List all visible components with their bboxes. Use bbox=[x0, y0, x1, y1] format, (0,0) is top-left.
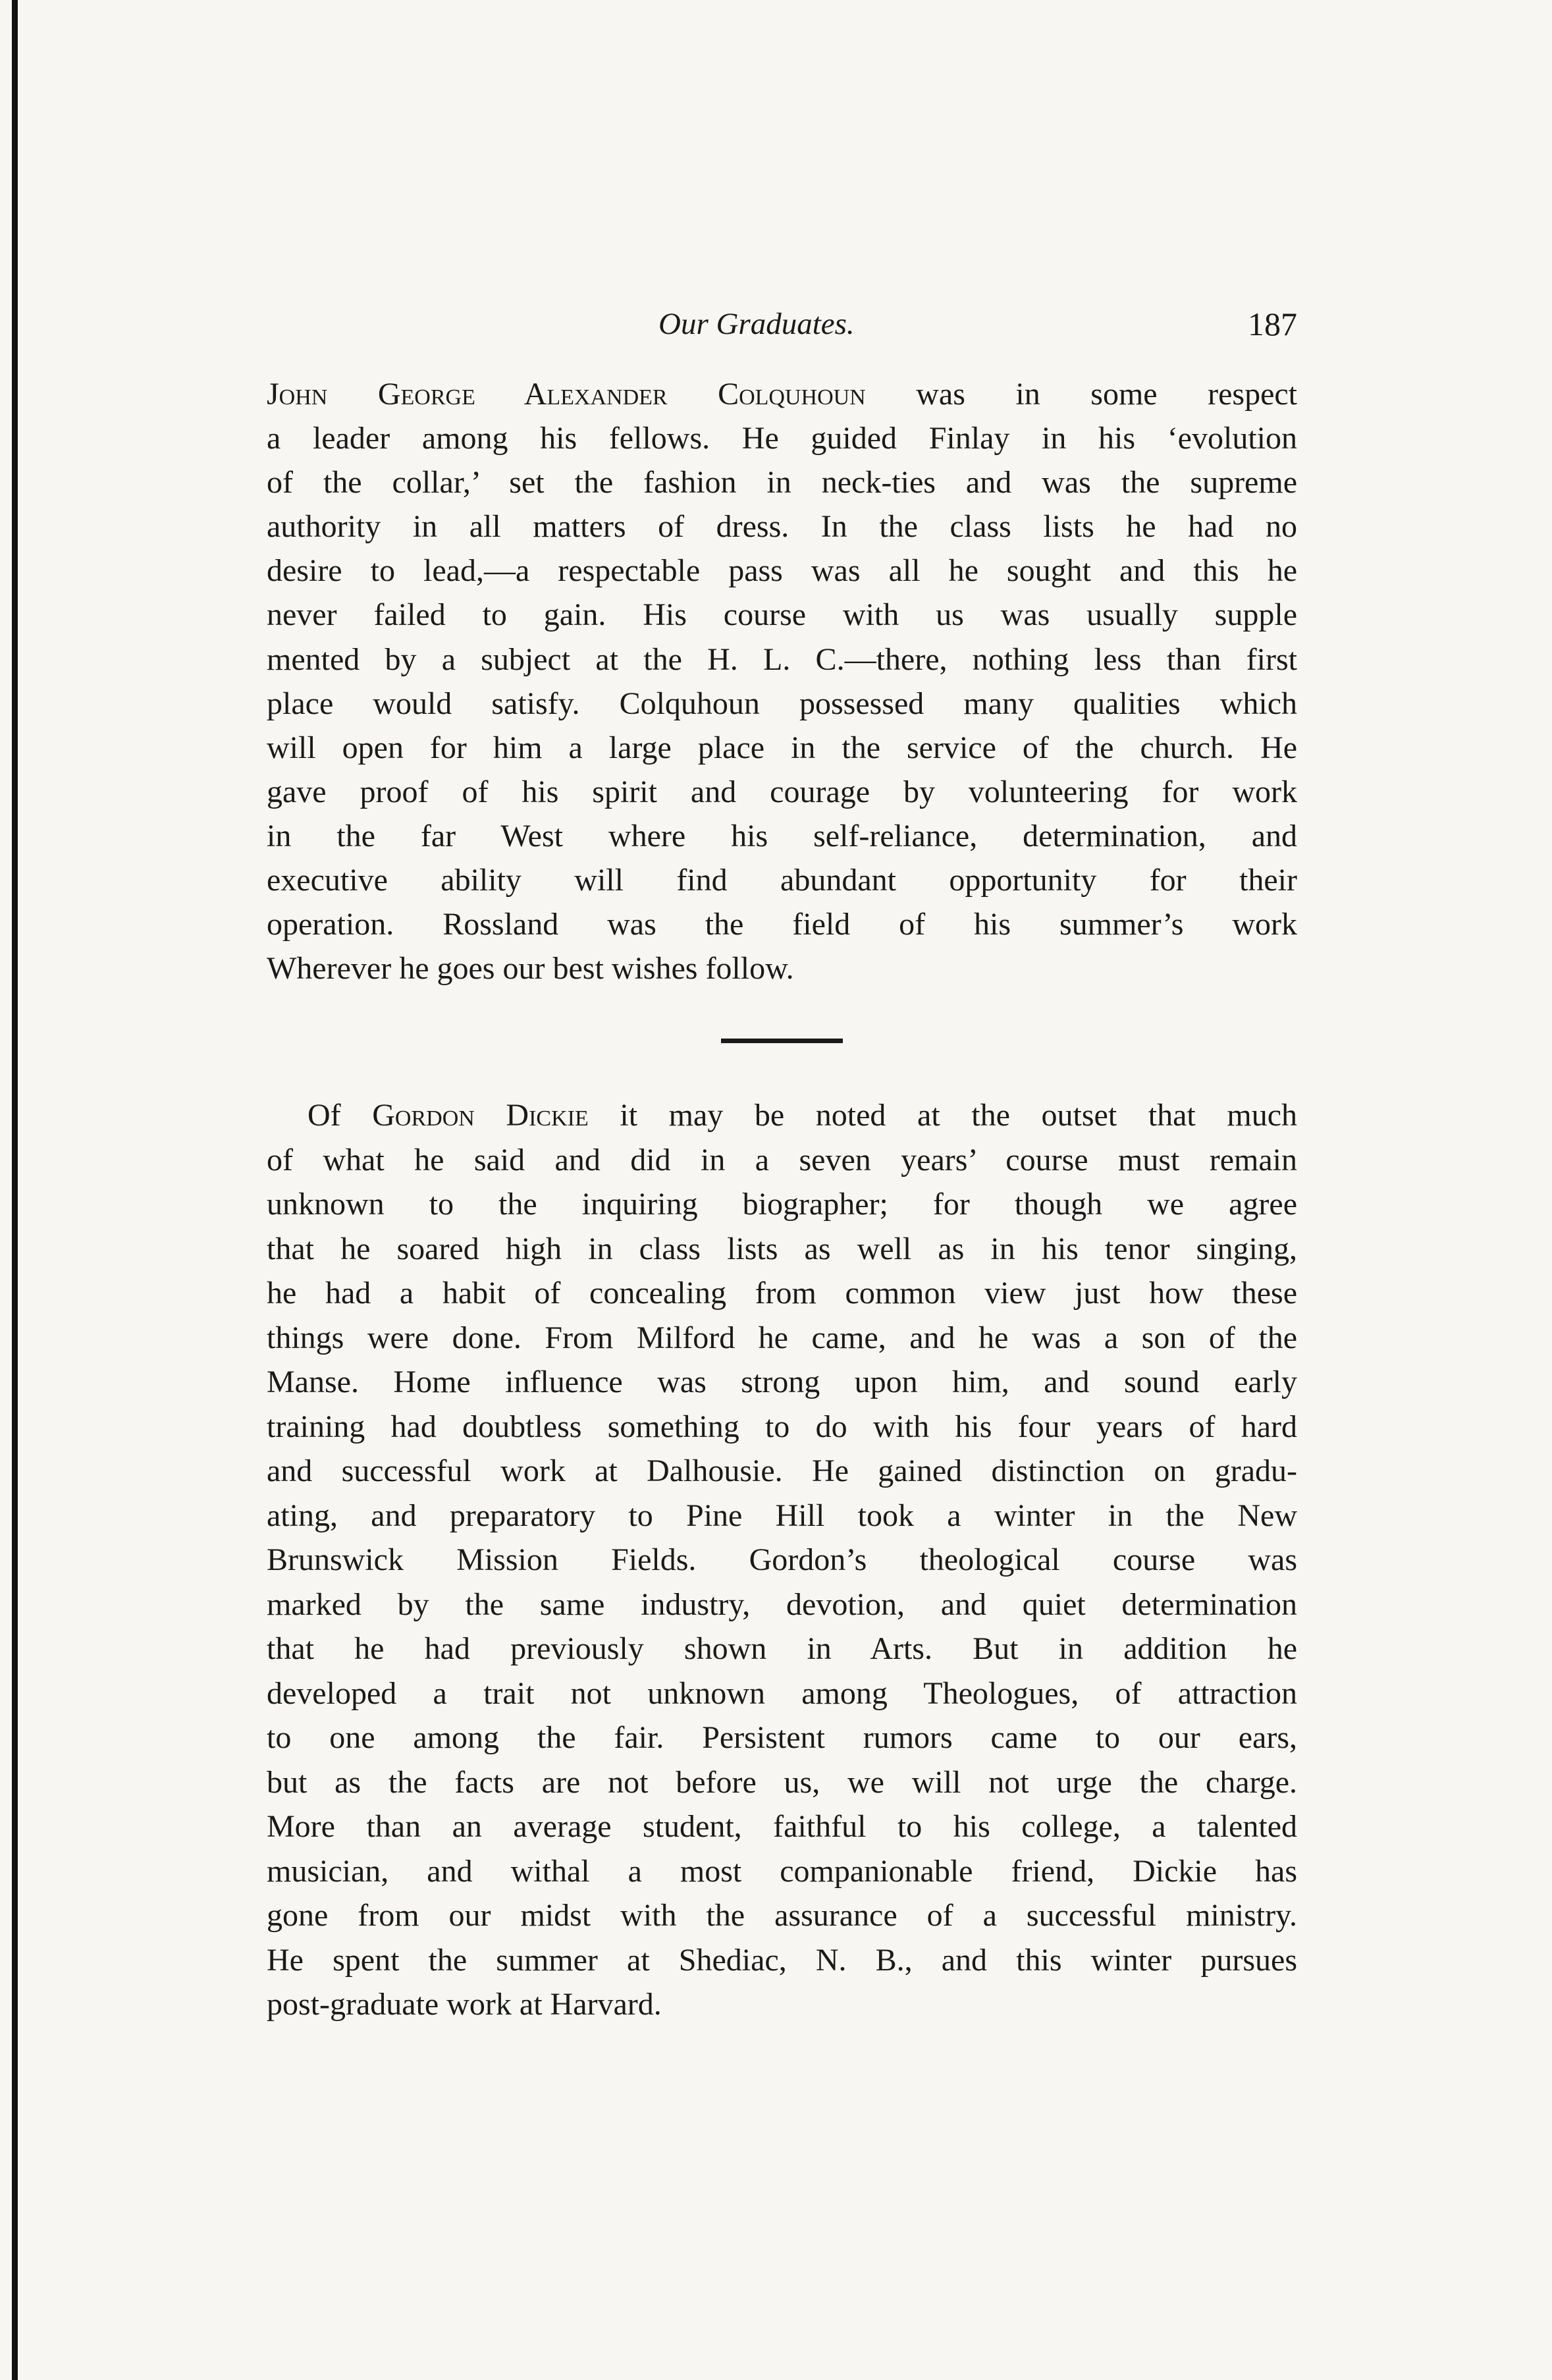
text-line: mented by a subject at the H. L. C.—there, nothing less than first bbox=[267, 641, 1297, 677]
subject-name: John George Alexander Colquhoun bbox=[267, 377, 866, 412]
text-line: place would satisfy. Colquhoun possessed many qualities which bbox=[267, 686, 1297, 721]
text-line: executive ability will find abundant opportunity for their bbox=[267, 863, 1297, 898]
line-text: was in some respect bbox=[865, 377, 1298, 412]
text-line: gone from our midst with the assurance of a successful ministry. bbox=[267, 1898, 1297, 1933]
text-line: training had doubtless something to do with his four years of hard bbox=[267, 1409, 1297, 1444]
text-line: authority in all matters of dress. In the class lists he had no bbox=[267, 509, 1297, 545]
text-line: gave proof of his spirit and courage by volunteering for work bbox=[267, 774, 1297, 809]
binding-edge bbox=[12, 0, 18, 2380]
text-line: unknown to the inquiring biographer; for though we agree bbox=[267, 1187, 1297, 1222]
text-line: Wherever he goes our best wishes follow. bbox=[267, 951, 794, 987]
text-line: musician, and withal a most companionable friend, Dickie has bbox=[267, 1853, 1297, 1889]
text-line: Manse. Home influence was strong upon him, and sound early bbox=[267, 1365, 1297, 1399]
text-line: ating, and preparatory to Pine Hill took a winter in the New bbox=[267, 1498, 1297, 1533]
text-line: will open for him a large place in the service of the church. He bbox=[267, 730, 1297, 765]
text-line: never failed to gain. His course with us was usually supple bbox=[267, 597, 1297, 633]
text-line: of the collar,’ set the fashion in neck-ties and was the supreme bbox=[267, 465, 1297, 500]
text-line: of what he said and did in a seven years’ course must remain bbox=[267, 1142, 1297, 1177]
text-line: that he had previously shown in Arts. But in addition he bbox=[267, 1631, 1297, 1666]
text-line: marked by the same industry, devotion, and quiet determination bbox=[267, 1586, 1297, 1622]
text-line: desire to lead,—a respectable pass was all he sought and this he bbox=[267, 553, 1297, 589]
text-line: in the far West where his self-reliance, determination, and bbox=[267, 818, 1297, 853]
text-line: things were done. From Milford he came, and he was a son of the bbox=[267, 1320, 1297, 1355]
text-line: More than an average student, faithful to his college, a talented bbox=[267, 1809, 1297, 1844]
text-line: he had a habit of concealing from common view just how these bbox=[267, 1276, 1297, 1311]
text-line: but as the facts are not before us, we will not urge the charge. bbox=[267, 1764, 1297, 1800]
text-line: and successful work at Dalhousie. He gained distinction on gradu- bbox=[267, 1453, 1297, 1488]
text-line: operation. Rossland was the field of his summer’s work bbox=[267, 907, 1297, 942]
section-divider bbox=[721, 1039, 843, 1043]
text-line: to one among the fair. Persistent rumors came to our ears, bbox=[267, 1720, 1297, 1755]
text-line: developed a trait not unknown among Theologues, of attraction bbox=[267, 1675, 1297, 1711]
text-line: that he soared high in class lists as well as in his tenor singing, bbox=[267, 1231, 1297, 1266]
running-title: Our Graduates. bbox=[658, 307, 855, 341]
subject-name: Gordon Dickie bbox=[372, 1098, 589, 1133]
page-header bbox=[263, 304, 1297, 350]
text-line: post-graduate work at Harvard. bbox=[267, 1987, 662, 2022]
line-text: Of bbox=[308, 1098, 373, 1133]
text-line: a leader among his fellows. He guided Finlay in his ‘evolution bbox=[267, 421, 1297, 456]
paragraph-colquhoun bbox=[267, 372, 1297, 990]
text-line bbox=[267, 1093, 1297, 1138]
paragraph-dickie bbox=[267, 1093, 1297, 2027]
page-number: 187 bbox=[1248, 306, 1297, 342]
text-line: Brunswick Mission Fields. Gordon’s theological course was bbox=[267, 1542, 1297, 1577]
text-line bbox=[267, 372, 1297, 416]
text-line: He spent the summer at Shediac, N. B., and this winter pursues bbox=[267, 1942, 1297, 1978]
line-text: it may be noted at the outset that much bbox=[588, 1098, 1298, 1133]
